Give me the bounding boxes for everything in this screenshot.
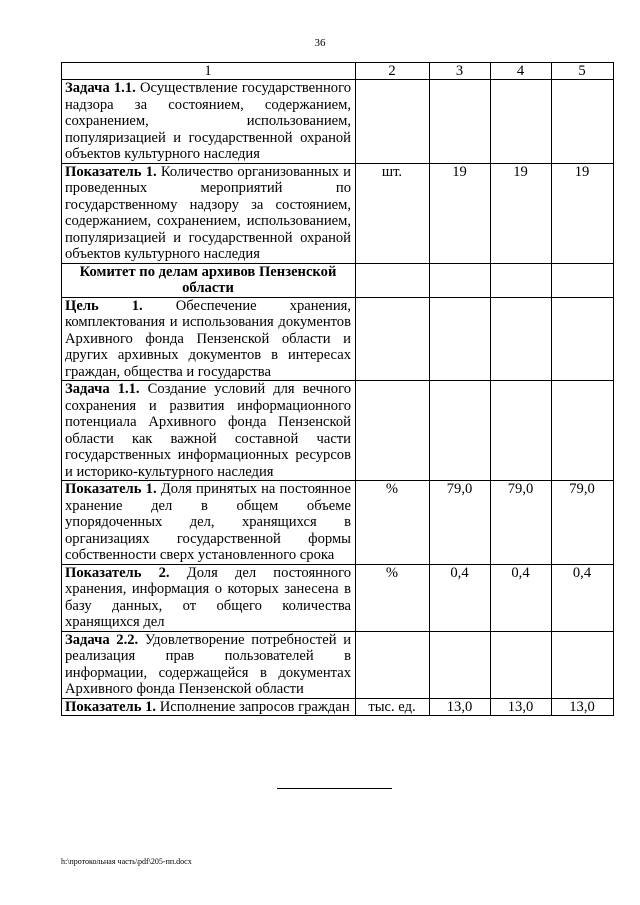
column-header: 4 <box>491 63 552 80</box>
page-number: 36 <box>314 37 326 49</box>
unit-cell: тыс. ед. <box>356 698 430 716</box>
value-cell <box>552 631 614 698</box>
row-description <box>62 631 356 698</box>
value-cell: 79,0 <box>491 481 552 565</box>
value-cell <box>552 381 614 481</box>
column-header: 5 <box>552 63 614 80</box>
row-description <box>62 80 356 164</box>
value-cell <box>430 381 491 481</box>
value-cell <box>430 297 491 381</box>
row-text: Доля принятых на постоянное хранение дел в общем объеме упорядоченных дел, хранящихся в организациях государственной формы собственности сверх установленного срока <box>65 481 351 563</box>
row-label: Задача 1.1. <box>65 80 136 96</box>
value-cell: 19 <box>491 163 552 263</box>
value-cell: 13,0 <box>491 698 552 716</box>
row-label: Показатель 1. <box>65 698 157 715</box>
value-cell <box>430 80 491 164</box>
column-header: 2 <box>356 63 430 80</box>
value-cell <box>491 297 552 381</box>
value-cell: 19 <box>430 163 491 263</box>
unit-cell <box>356 297 430 381</box>
column-header: 3 <box>430 63 491 80</box>
value-cell <box>430 263 491 297</box>
table-row <box>62 564 614 631</box>
row-text: Количество организованных и проведенных мероприятий по государственному надзору за состоянием, содержанием, сохранением, использованием, популяризацией и государственной охраной объектов культурного наследия <box>65 163 351 262</box>
row-text: Доля дел постоянного хранения, информация о которых занесена в базу данных, от общего количества хранящихся дел <box>65 564 351 630</box>
column-header: 1 <box>62 63 356 80</box>
value-cell <box>491 381 552 481</box>
row-description <box>62 481 356 565</box>
value-cell <box>430 631 491 698</box>
footnote-separator <box>277 788 392 789</box>
table-row <box>62 481 614 565</box>
unit-cell <box>356 80 430 164</box>
table-row <box>62 297 614 381</box>
value-cell: 0,4 <box>552 564 614 631</box>
indicators-table <box>61 62 614 716</box>
table-row <box>62 163 614 263</box>
table-row <box>62 698 614 716</box>
value-cell: 13,0 <box>430 698 491 716</box>
value-cell <box>552 80 614 164</box>
unit-cell: шт. <box>356 163 430 263</box>
value-cell <box>552 297 614 381</box>
section-heading-row <box>62 263 614 297</box>
value-cell <box>491 631 552 698</box>
row-label: Показатель 1. <box>65 163 157 180</box>
table-row <box>62 80 614 164</box>
row-label: Цель 1. <box>65 297 143 314</box>
value-cell: 79,0 <box>430 481 491 565</box>
value-cell: 79,0 <box>552 481 614 565</box>
table-header-row <box>62 63 614 80</box>
file-path-footer: h:\протокольная часть\pdf\205-пп.docx <box>61 857 192 866</box>
value-cell: 0,4 <box>491 564 552 631</box>
unit-cell <box>356 381 430 481</box>
table-row <box>62 381 614 481</box>
row-label: Показатель 1. <box>65 481 157 497</box>
unit-cell <box>356 631 430 698</box>
row-description <box>62 163 356 263</box>
unit-cell: % <box>356 564 430 631</box>
row-description <box>62 297 356 381</box>
row-description <box>62 698 356 716</box>
row-text: Обеспечение хранения, комплектования и использования документов Архивного фонда Пензенской области и других архивных документов в интересах граждан, общества и государства <box>65 297 351 380</box>
row-description <box>62 381 356 481</box>
row-label: Задача 1.1. <box>65 381 140 397</box>
table-row <box>62 631 614 698</box>
section-heading: Комитет по делам архивов Пензенской области <box>62 263 356 297</box>
value-cell <box>552 263 614 297</box>
row-label: Задача 2.2. <box>65 631 139 648</box>
unit-cell: % <box>356 481 430 565</box>
row-text: Создание условий для вечного сохранения и развития информационного потенциала Архивного фонда Пензенской области как важной составной части государственных информационных ресурсов и историко-культурного наследия <box>65 381 351 480</box>
value-cell: 0,4 <box>430 564 491 631</box>
row-text: Удовлетворение потребностей и реализация прав пользователей в информации, содержащейся в документах Архивного фонда Пензенской области <box>65 631 352 697</box>
unit-cell <box>356 263 430 297</box>
row-text: Осуществление государственного надзора за состоянием, содержанием, сохранением, использованием, популяризацией и государственной охраной объектов культурного наследия <box>65 80 351 162</box>
value-cell <box>491 263 552 297</box>
row-label: Показатель 2. <box>65 564 170 581</box>
value-cell: 13,0 <box>552 698 614 716</box>
value-cell <box>491 80 552 164</box>
row-text: Исполнение запросов граждан <box>156 698 350 715</box>
row-description <box>62 564 356 631</box>
value-cell: 19 <box>552 163 614 263</box>
